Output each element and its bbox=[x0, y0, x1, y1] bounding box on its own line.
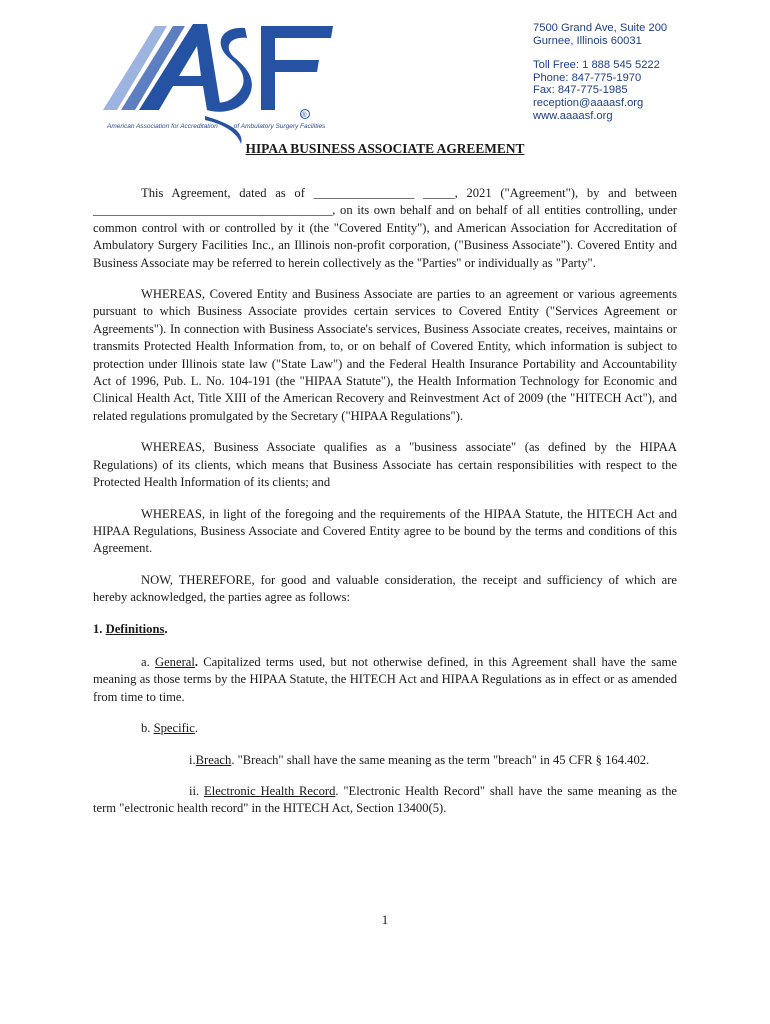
logo-swoosh bbox=[205, 116, 242, 144]
page-number: 1 bbox=[381, 912, 389, 927]
whereas-paragraph-1: WHEREAS, Covered Entity and Business Associate are parties to an agreement or various agreements pursuant to which Business Associate provides certain services to Covered Entity ("Services Agreement or Agreements"). In connection with Business Associate's services, Business Associate creates, receives, maintains or transmits Protected Health Information from, to, or on behalf of Covered Entity, which information is subject to protection under Illinois state law ("State Law") and the Federal Health Insurance Portability and Accountability Act of 1996, Pub. L. No. 104-191 (the "HIPAA Statute"), the Health Information Technology for Economic and Clinical Health Act, Title XIII of the American Recovery and Reinvestment Act of 2009 (the "HITECH Act"), and related regulations promulgated by the Secretary ("HIPAA Regulations"). bbox=[93, 287, 677, 423]
logo-caption bbox=[107, 123, 325, 130]
aaaasf-logo bbox=[95, 18, 335, 148]
logo-caption-right: of Ambulatory Surgery Facilities bbox=[233, 123, 326, 130]
document-title: HIPAA BUSINESS ASSOCIATE AGREEMENT bbox=[245, 141, 525, 156]
email-address: reception@aaaasf.org bbox=[533, 96, 644, 109]
phone-number: Phone: 847-775-1970 bbox=[533, 71, 642, 84]
address-line-1: 7500 Grand Ave, Suite 200 bbox=[533, 22, 668, 34]
toll-free-number: Toll Free: 1 888 545 5222 bbox=[533, 59, 660, 72]
definition-i-breach: i.Breach. "Breach" shall have the same meaning as the term "breach" in 45 CFR § 164.402. bbox=[189, 752, 650, 767]
fax-number: Fax: 847-775-1985 bbox=[533, 84, 628, 97]
website-url: www.aaaasf.org bbox=[533, 109, 613, 122]
logo-letter-f bbox=[261, 26, 333, 110]
agreement-intro-paragraph: This Agreement, dated as of ________________ _____, 2021 ("Agreement"), by and between ______________________________________, on its own behalf and on behalf of all entities controlling, under common control with or controlled by it (the "Covered Entity"), and American Association for Accreditation of Ambulatory Surgery Facilities Inc., an Illinois non-profit corporation, ("Business Associate"). Covered Entity and Business Associate may be referred to herein collectively as the "Parties" or individually as "Party". bbox=[93, 186, 677, 270]
now-therefore-paragraph: NOW, THEREFORE, for good and valuable consideration, the receipt and sufficiency of which are hereby acknowledged, the parties agree as follows: bbox=[93, 572, 677, 605]
document-body bbox=[93, 185, 677, 832]
whereas-paragraph-3: WHEREAS, in light of the foregoing and the requirements of the HIPAA Statute, the HITECH Act and HIPAA Regulations, Business Associate and Covered Entity agree to be bound by the terms and conditions of this Agreement. bbox=[93, 506, 677, 556]
definition-a-general: a. General. Capitalized terms used, but not otherwise defined, in this Agreement shall have the same meaning as those terms by the HIPAA Statute, the HITECH Act and HIPAA Regulations as in effect or as amended from time to time. bbox=[93, 654, 677, 704]
registered-mark: ® bbox=[301, 112, 307, 119]
address-line-2: Gurnee, Illinois 60031 bbox=[533, 34, 642, 47]
whereas-paragraph-2: WHEREAS, Business Associate qualifies as a "business associate" (as defined by the HIPAA Regulations) of its clients, which means that Business Associate has certain responsibilities with respect to the Protected Health Information of its clients; and bbox=[93, 440, 677, 490]
contact-block bbox=[533, 22, 667, 122]
logo-caption-left: American Association for Accreditation bbox=[107, 123, 218, 130]
definition-b-specific: b. Specific. bbox=[141, 721, 199, 736]
definition-ii-electronic-health-record: ii. Electronic Health Record. "Electronic Health Record" shall have the same meaning as the term "electronic health record" in the HITECH Act, Section 13400(5). bbox=[93, 783, 677, 816]
section-1-heading: 1. Definitions. bbox=[93, 621, 168, 636]
